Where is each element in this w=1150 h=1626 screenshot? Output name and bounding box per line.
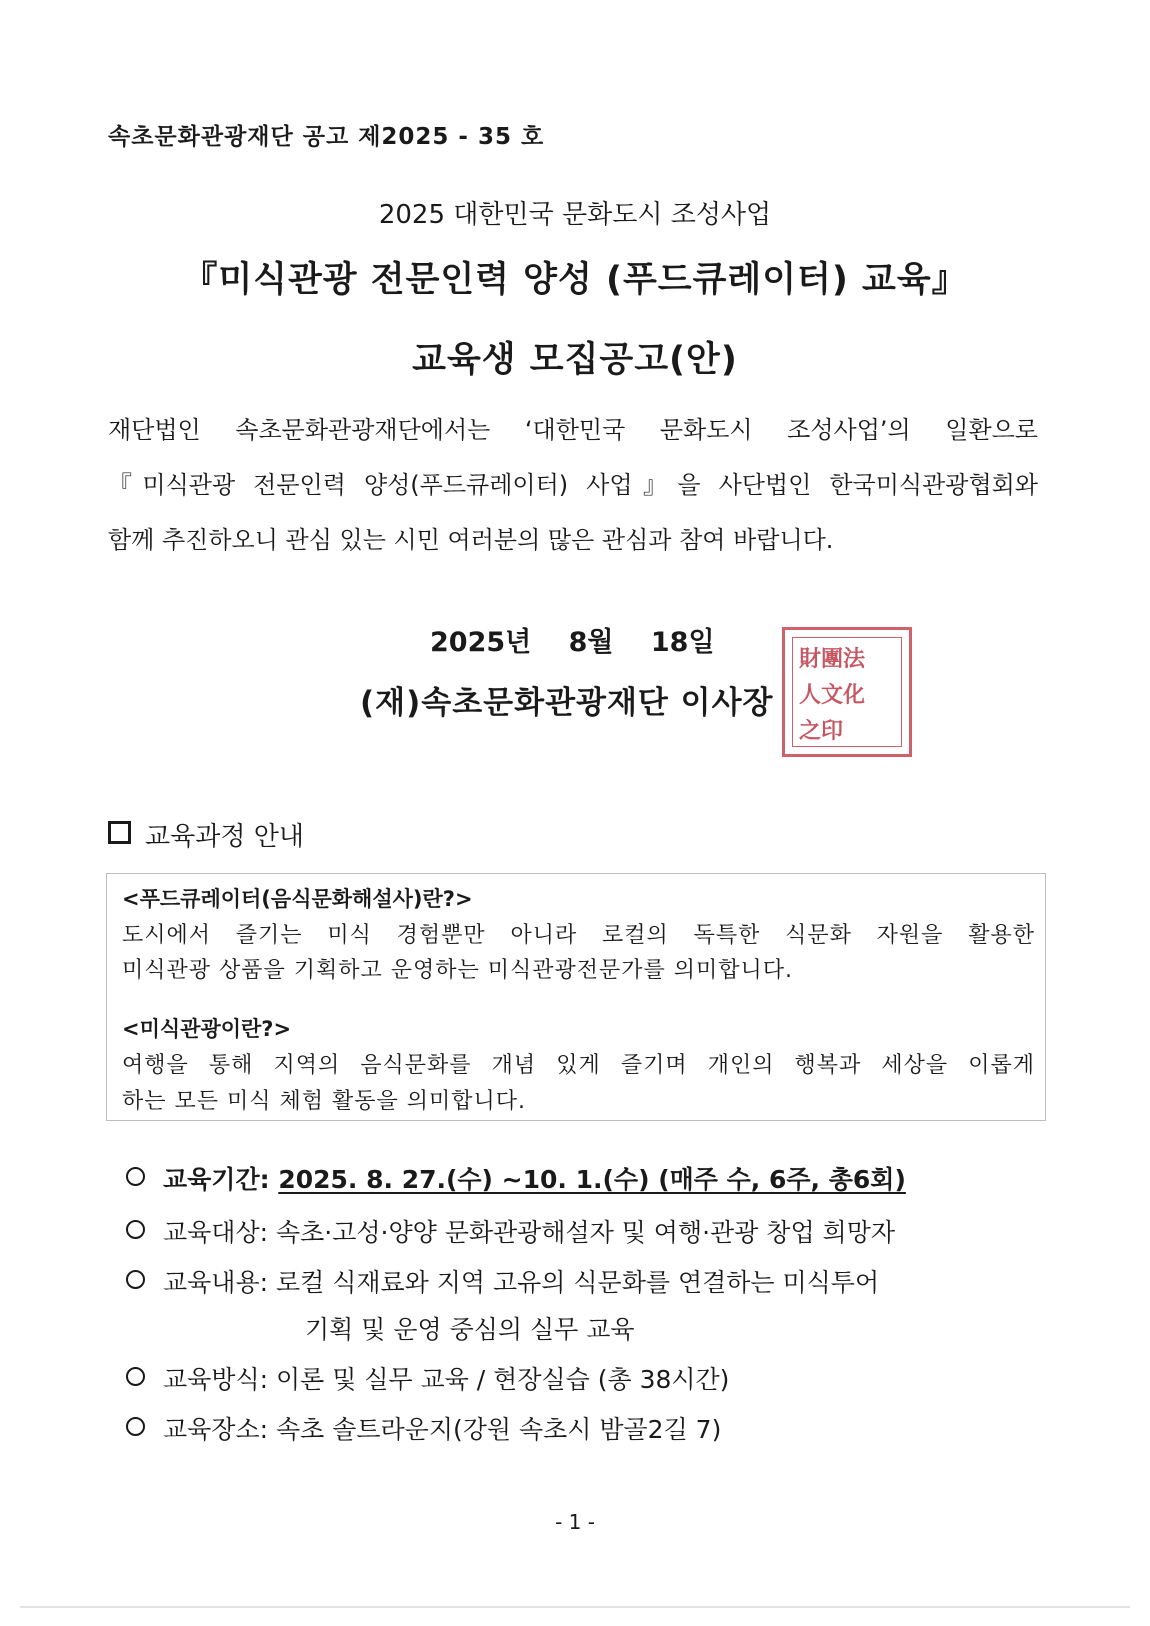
page-number: - 1 - <box>555 1510 595 1534</box>
intro-line-2: 『미식관광 전문인력 양성(푸드큐레이터) 사업』을 사단법인 한국미식관광협회와 <box>108 471 1038 499</box>
definition-text-food-curator-1: 도시에서 즐기는 미식 경험뿐만 아니라 로컬의 독특한 식문화 자원을 활용한 <box>122 923 1035 948</box>
definition-title-gastronomy-tourism: <미식관광이란?> <box>122 1017 292 1041</box>
document-subtitle: 2025 대한민국 문화도시 조성사업 <box>378 200 772 230</box>
circle-bullet-icon <box>126 1167 145 1186</box>
method-text: 교육방식: 이론 및 실무 교육 / 현장실습 (총 38시간) <box>163 1365 730 1394</box>
content-text-continued: 기획 및 운영 중심의 실무 교육 <box>305 1315 635 1344</box>
intro-line-1: 재단법인 속초문화관광재단에서는 ‘대한민국 문화도시 조성사업’의 일환으로 <box>108 416 1038 444</box>
document-title: 『미식관광 전문인력 양성 (푸드큐레이터) 교육』 <box>182 260 968 300</box>
definition-text-gastronomy-tourism-1: 여행을 통해 지역의 음식문화를 개념 있게 즐기며 개인의 행복과 세상을 이롭게 <box>122 1053 1035 1078</box>
list-item-method <box>126 1360 729 1396</box>
list-item-period <box>126 1160 906 1196</box>
place-text: 교육장소: 속초 솔트라운지(강원 속초시 밤골2길 7) <box>163 1415 722 1444</box>
definition-text-food-curator-2: 미식관광 상품을 기획하고 운영하는 미식관광전문가를 의미합니다. <box>122 958 794 983</box>
circle-bullet-icon <box>126 1417 145 1436</box>
content-text: 교육내용: 로컬 식재료와 지역 고유의 식문화를 연결하는 미식투어 <box>163 1268 880 1297</box>
notice-number: 속초문화관광재단 공고 제2025 - 35 호 <box>108 124 545 150</box>
list-item-place <box>126 1410 721 1446</box>
official-seal-stamp: 財團法 人文化 之印 <box>782 627 912 757</box>
checkbox-square-icon <box>108 821 131 844</box>
list-item-target <box>126 1213 895 1249</box>
list-item-content <box>126 1263 879 1299</box>
target-text: 교육대상: 속초·고성·양양 문화관광해설자 및 여행·관광 창업 희망자 <box>163 1218 895 1247</box>
definition-text-gastronomy-tourism-2: 하는 모든 미식 체험 활동을 의미합니다. <box>122 1089 526 1114</box>
section-heading-label: 교육과정 안내 <box>145 822 304 852</box>
period-label: 교육기간: <box>163 1165 279 1194</box>
document-heading: 교육생 모집공고(안) <box>412 340 738 380</box>
bottom-rule <box>20 1606 1130 1608</box>
issue-date: 2025년 8월 18일 <box>430 627 715 658</box>
circle-bullet-icon <box>126 1220 145 1239</box>
issuer-name: (재)속초문화관광재단 이사장 <box>360 685 774 721</box>
definition-title-food-curator: <푸드큐레이터(음식문화해설사)란?> <box>122 887 473 911</box>
circle-bullet-icon <box>126 1367 145 1386</box>
intro-line-3: 함께 추진하오니 관심 있는 시민 여러분의 많은 관심과 참여 바랍니다. <box>108 526 834 554</box>
circle-bullet-icon <box>126 1270 145 1289</box>
period-value: 2025. 8. 27.(수) ~10. 1.(수) (매주 수, 6주, 총6회) <box>278 1165 906 1194</box>
section-heading <box>108 816 304 853</box>
